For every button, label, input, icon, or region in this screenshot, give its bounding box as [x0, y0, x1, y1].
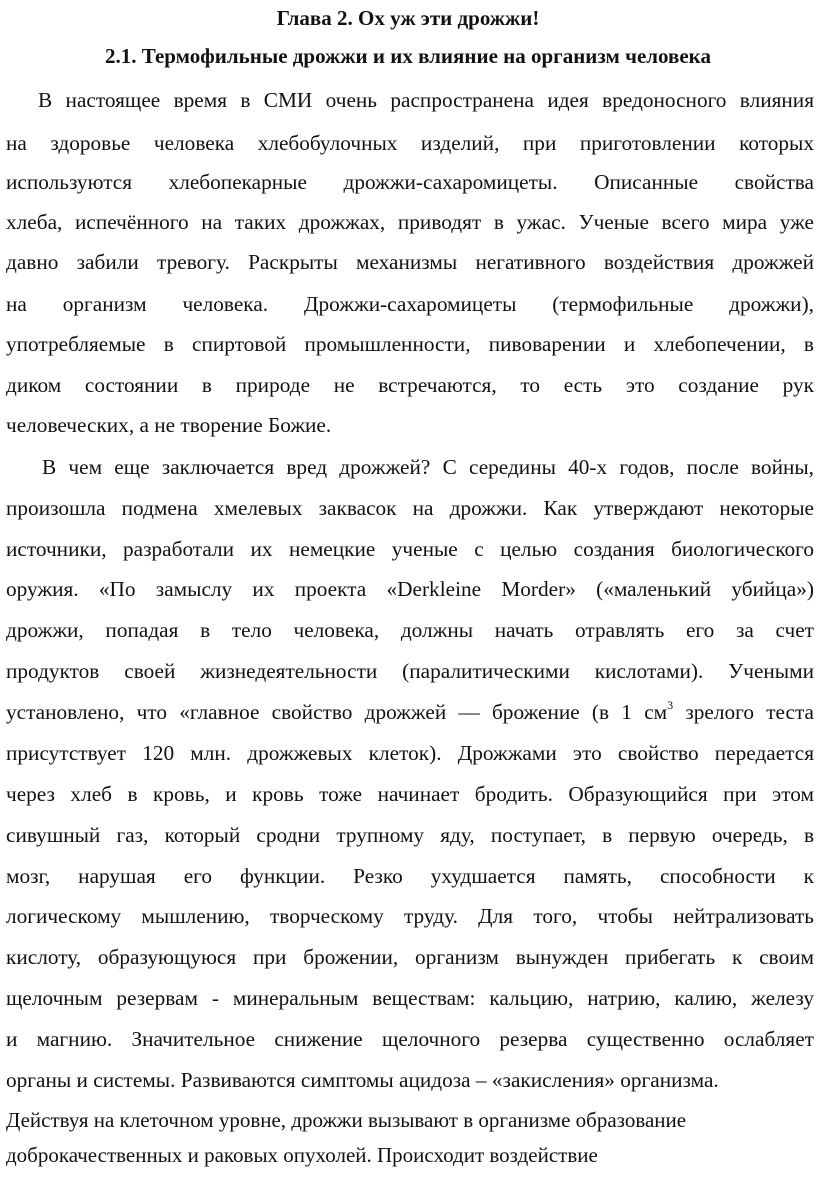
chapter-title: Глава 2. Ох уж эти дрожжи! — [276, 6, 540, 30]
paragraph-line: диком состоянии в природе не встречаются, то есть это создание рук — [6, 373, 814, 397]
line-text-tail: зрелого теста — [673, 700, 814, 724]
paragraph-line: через хлеб в кровь, и кровь тоже начинает бродить. Образующийся при этом — [6, 782, 814, 806]
paragraph-line: употребляемые в спиртовой промышленности, пивоварении и хлебопечении, в — [6, 332, 814, 356]
paragraph-line: дрожжи, попадая в тело человека, должны начать отравлять его за счет — [6, 618, 814, 642]
paragraph-line: Действуя на клеточном уровне, дрожжи вызывают в организме образование — [6, 1108, 687, 1132]
superscript: 3 — [667, 698, 674, 712]
paragraph-line: произошла подмена хмелевых заквасок на дрожжи. Как утверждают некоторые — [6, 496, 814, 520]
paragraph-line: доброкачественных и раковых опухолей. Происходит воздействие — [6, 1143, 598, 1167]
paragraph-line: на здоровье человека хлебобулочных изделий, при приготовлении которых — [6, 131, 814, 155]
line-text: установлено, что «главное свойство дрожжей — брожение (в 1 см — [6, 700, 668, 724]
paragraph-line: источники, разработали их немецкие ученые с целью создания биологического — [6, 537, 814, 561]
paragraph-line: В чем еще заключается вред дрожжей? С середины 40-х годов, после войны, — [42, 455, 814, 479]
paragraph-line: хлеба, испечённого на таких дрожжах, приводят в ужас. Ученые всего мира уже — [6, 210, 814, 234]
paragraph-line: продуктов своей жизнедеятельности (паралитическими кислотами). Учеными — [6, 659, 814, 683]
paragraph-line: оружия. «По замыслу их проекта «Derkleine Morder» («маленький убийца») — [6, 577, 814, 601]
paragraph-line: человеческих, а не творение Божие. — [6, 413, 332, 437]
paragraph-line: мозг, нарушая его функции. Резко ухудшается память, способности к — [6, 864, 814, 888]
paragraph-line: сивушный газ, который сродни трупному яду, поступает, в первую очередь, в — [6, 823, 814, 847]
paragraph-line-with-superscript — [6, 699, 814, 725]
paragraph-line: щелочным резервам - минеральным веществам: кальцию, натрию, калию, железу — [6, 986, 814, 1010]
paragraph-line: используются хлебопекарные дрожжи-сахаромицеты. Описанные свойства — [6, 170, 814, 194]
paragraph-line: и магнию. Значительное снижение щелочного резерва существенно ослабляет — [6, 1027, 814, 1051]
paragraph-line: давно забили тревогу. Раскрыты механизмы негативного воздействия дрожжей — [6, 250, 814, 274]
paragraph-line: В настоящее время в СМИ очень распространена идея вредоносного влияния — [38, 88, 814, 112]
paragraph-line: кислоту, образующуюся при брожении, организм вынужден прибегать к своим — [6, 945, 814, 969]
section-title: 2.1. Термофильные дрожжи и их влияние на организм человека — [105, 44, 711, 68]
paragraph-line: органы и системы. Развиваются симптомы ацидоза – «закисления» организма. — [6, 1068, 719, 1092]
paragraph-line: на организм человека. Дрожжи-сахаромицеты (термофильные дрожжи), — [6, 292, 814, 316]
paragraph-line: логическому мышлению, творческому труду. Для того, чтобы нейтрализовать — [6, 904, 814, 928]
paragraph-line: присутствует 120 млн. дрожжевых клеток). Дрожжами это свойство передается — [6, 741, 814, 765]
